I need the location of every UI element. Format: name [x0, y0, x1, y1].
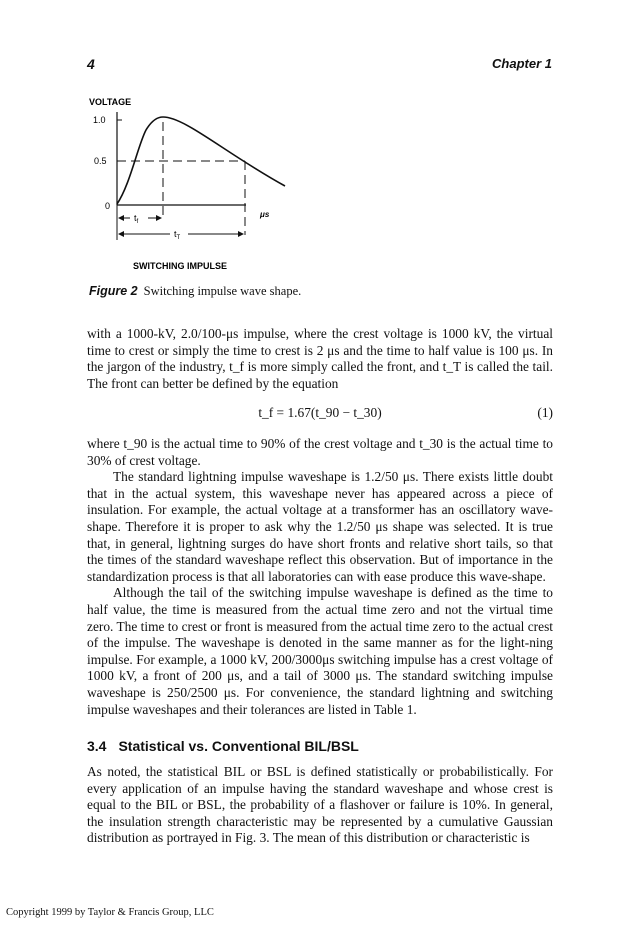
paragraph-4-text: Although the tail of the switching impulse waveshape is defined as the time to half value, the time is measured from the actual time zero and not the virtual time zero. The time to crest or front is measured from the actual time zero to the actual crest of the impulse. The waveshape is denoted in the same manner as for the light-ning impulse. For example, a 1000 kV, 200/3000μs switching impulse has a crest voltage of 1000 kV, a front of 200 μs, and a tail of 3000 μs. The standard switching impulse waveshape is 250/2500 μs. For convenience, the standard lightning and switching impulse waveshapes and their tolerances are listed in Table 1. [87, 585, 554, 717]
section-heading [87, 738, 359, 754]
section-paragraph-text: As noted, the statistical BIL or BSL is defined statistically or probabilistically. For every application of an impulse having the standard waveshape and whose crest is equal to the BIL or BSL, the probability of a flashover or failure is 10%. In general, the insulation strength characteristic may be represented by a cumulative Gaussian distribution as portrayed in Fig. 3. The mean of this distribution or characteristic is [87, 764, 553, 846]
paragraph-2-text: where t_90 is the actual time to 90% of the crest voltage and t_30 is the actual time to 30% of crest voltage. [87, 436, 553, 468]
y-axis-label: VOLTAGE [89, 97, 132, 107]
switching-impulse-figure [80, 90, 320, 280]
y-tick-label-0: 0 [105, 201, 111, 211]
section-paragraph [87, 764, 553, 847]
tf-label: $t_f$ [134, 213, 139, 225]
tt-label: $t_T$ [174, 229, 181, 241]
equation-1 [87, 405, 553, 425]
tf-arrow-left-icon [118, 215, 124, 221]
tt-arrow-right-icon [238, 231, 244, 237]
tt-arrow-left-icon [118, 231, 124, 237]
paragraph-1 [87, 326, 553, 392]
figure-caption [89, 284, 301, 299]
time-unit-label: μs [260, 210, 270, 219]
y-tick-label-half: 0.5 [94, 156, 107, 166]
tf-arrow-right-icon [156, 215, 162, 221]
paragraph-1-text: with a 1000-kV, 2.0/100-μs impulse, where the crest voltage is 1000 kV, the virtual time to crest or simply the time to crest is 2 μs and the time to half value is 100 μs. In the jargon of the industry, t_f is more simply called the front, and t_T is called the tail. The front can better be defined by the equation [87, 326, 553, 391]
equation-body: t_f = 1.67(t_90 − t_30) [258, 405, 382, 420]
figure-caption-text: Switching impulse wave shape. [143, 284, 302, 298]
section-number: 3.4 [87, 738, 107, 754]
y-tick-label-1: 1.0 [93, 115, 106, 125]
figure-caption-label: Figure 2 [89, 284, 138, 298]
equation-number: (1) [537, 405, 553, 420]
paragraph-3-text: The standard lightning impulse waveshape is 1.2/50 μs. There exists little doubt that in the actual system, this waveshape never has appeared across a piece of insulation. For example, the actual voltage at a transformer has an oscillatory wave-shape. Therefore it is proper to ask why the 1.2/50 μs shape was selected. It is true that, in general, lightning surges do have short fronts and relative short tails, so that the times of the standard waveshape reflect this observation. But of importance in the standardization process is that all laboratories can with ease produce this wave-shape. [87, 469, 553, 584]
page-number: 4 [87, 56, 95, 72]
copyright-notice: Copyright 1999 by Taylor & Francis Group, LLC [6, 907, 214, 918]
paragraph-2 [87, 436, 553, 718]
section-title: Statistical vs. Conventional BIL/BSL [118, 738, 359, 754]
chapter-title: Chapter 1 [492, 56, 552, 71]
figure-title: SWITCHING IMPULSE [133, 261, 227, 271]
